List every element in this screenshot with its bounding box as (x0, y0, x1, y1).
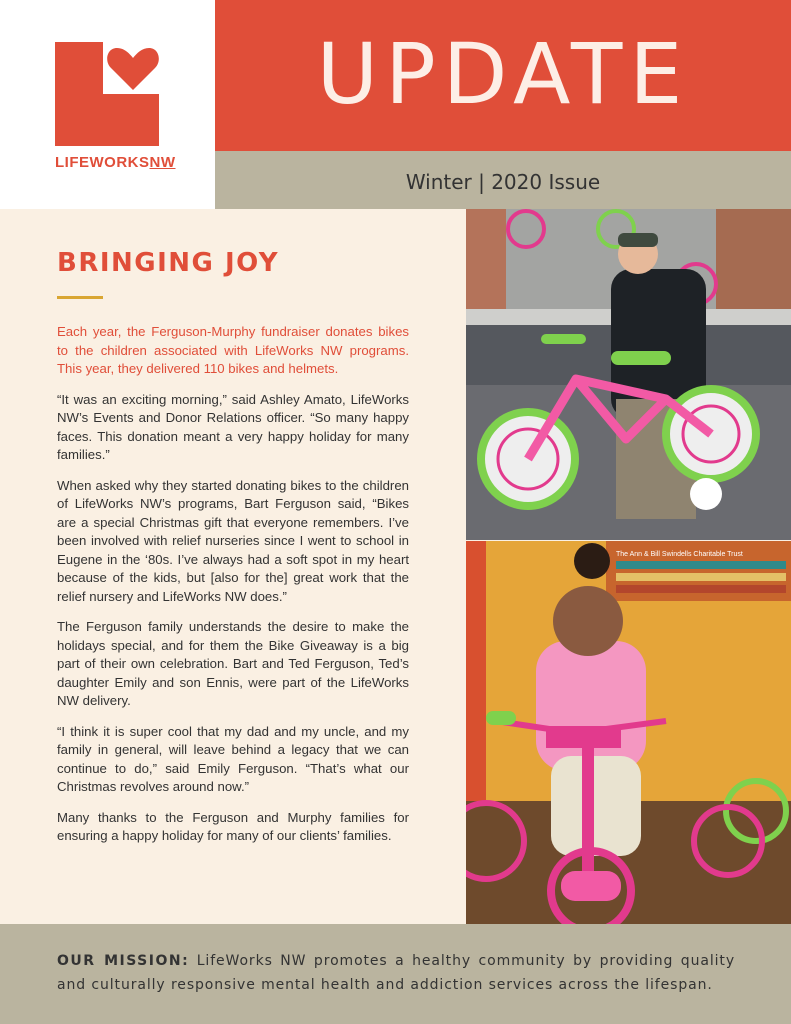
brand-name-suffix: NW (149, 154, 176, 171)
photo-girl-on-bike (466, 541, 791, 924)
article-paragraph: When asked why they started donating bikes to the children of LifeWorks NW’s programs, Bart Ferguson said, “Bikes are a special Christmas gift that everyone remembers. I’ve been involved with relief nurseries since I went to school in Eugene in the ‘80s. I’ve always had a soft spot in my heart because of the kids, but [also for the] great work that the relief nursery and LifeWorks NW does.” (57, 477, 409, 604)
brand-wordmark (55, 154, 176, 171)
logo-block (0, 0, 215, 209)
issue-label: Winter | 2020 Issue (405, 170, 601, 194)
mission-body: LifeWorks NW promotes a healthy community by providing quality and culturally responsive mental health and addiction services across the lifespan. (57, 953, 736, 993)
headline-divider (57, 296, 103, 299)
mission-label: OUR MISSION: (57, 953, 190, 969)
article-headline: BRINGING JOY (57, 248, 280, 278)
mission-bar (0, 924, 791, 1024)
photo-sign-text: The Ann & Bill Swindells Charitable Trust (616, 551, 743, 558)
bike-delivery-image (466, 209, 791, 540)
mission-statement (57, 949, 735, 997)
article-paragraph: “I think it is super cool that my dad and my uncle, and my family in general, will leave behind a legacy that we can continue to do,” said Emily Ferguson. “That’s what our Christmas revolves around now.” (57, 723, 409, 794)
header-banner (215, 0, 791, 151)
lifeworks-logo-icon (55, 42, 159, 146)
page-title: UPDATE (316, 25, 690, 123)
article-paragraph: “It was an exciting morning,” said Ashley Amato, LifeWorks NW’s Events and Donor Relations officer. “So many happy faces. This donation meant a very happy holiday for many families.” (57, 391, 409, 462)
photo-bike-delivery (466, 209, 791, 540)
issue-bar (215, 151, 791, 209)
article (57, 248, 409, 858)
brand-name-prefix: LIFEWORKS (55, 154, 150, 171)
girl-on-bike-image (466, 541, 791, 924)
article-paragraph: Many thanks to the Ferguson and Murphy families for ensuring a happy holiday for many of our clients’ families. (57, 809, 409, 843)
article-paragraph: The Ferguson family understands the desire to make the holidays special, and for them the Bike Giveaway is a big part of their own celebration. Bart and Ted Ferguson, Ted’s daughter Emily and son Ennis, were part of the LifeWorks NW delivery. (57, 619, 409, 708)
article-lede: Each year, the Ferguson-Murphy fundraiser donates bikes to the children associated with LifeWorks NW programs. This year, they delivered 110 bikes and helmets. (57, 324, 409, 376)
